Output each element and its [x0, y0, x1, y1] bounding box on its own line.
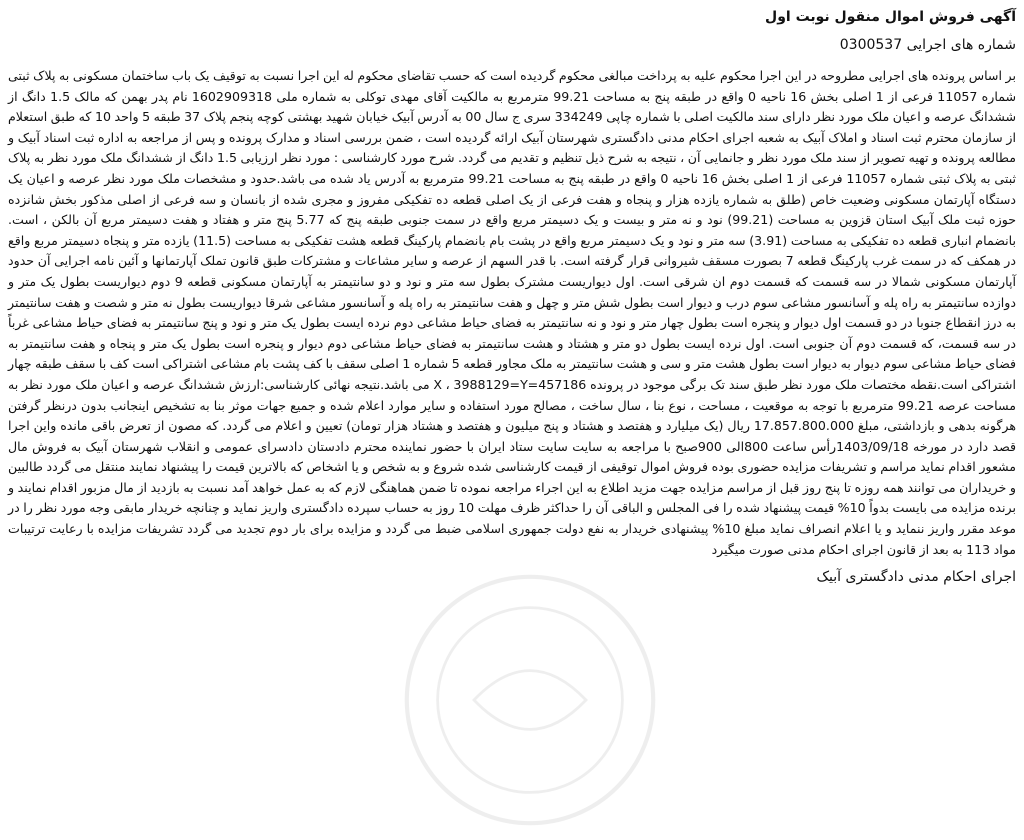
issuer-signature: اجرای احکام مدنی دادگستری آبیک [816, 569, 1016, 586]
notice-body: بر اساس پرونده های اجرایی مطروحه در این اجرا محکوم علیه به پرداخت مبالغی محکوم گردیده است که حسب تقاضای محکوم له این اجرا نسبت به توقیف یک باب ساختمان مسکونی به پلاک ثبتی شماره 11057 فرعی از 1 اصلی بخش 16 ناحیه 0 واقع در طبقه پنج به مساحت 99.21 مترمربع به مالکیت آقای مهدی توکلی به شماره ملی 1602909318 نام پدر بهمن که مالک 1.5 دانگ از ششدانگ عرصه و اعیان ملک مورد نظر دارای سند مالکیت اصلی با شماره چاپی 334249 سری ج سال 00 به آدرس آبیک خیابان شهید بهشتی کوچه پنجم پلاک 37 طبقه 5 واحد 10 که طبق استعلام از سازمان محترم ثبت اسناد و املاک آبیک به شعبه اجرای احکام مدنی دادگستری شهرستان آبیک ارائه گردیده است ، ضمن بررسی اسناد و مدارک پرونده و پس از مراجعه به اداره ثبت اسناد آبیک و مطالعه پرونده و تهیه تصویر از سند ملک مورد نظر و جانمایی آن ، نتیجه به شرح ذیل تنظیم و تقدیم می گردد. شرح مورد کارشناسی : مورد نظر ارزیابی 1.5 دانگ از ششدانگ ملک مورد نظر به پلاک ثبتی به پلاک ثبتی شماره 11057 فرعی از 1 اصلی بخش 16 ناحیه 0 واقع در طبقه پنج به مساحت 99.21 مترمربع به آدرس یاد شده می باشد.حدود و مشخصات ملک مورد نظر عرصه و اعیان یک دستگاه آپارتمان مسکونی وضعیت خاص (طلق به شماره یازده هزار و پنجاه و هفت فرعی از یک اصلی قطعه ده تفکیکی مفروز و مجری شده از بانسان و سه فرعی از اصلی مذکور بخش شانزده حوزه ثبت ملک آبیک استان قزوین به مساحت (99.21) نود و نه متر و بیست و یک دسیمتر مربع واقع در سمت جنوبی طبقه پنج که 5.77 پنج متر و هفتاد و هفت دسیمتر مربع آن بالکن ، است. بانضمام انباری قطعه ده تفکیکی به مساحت (3.91) سه متر و نود و یک دسیمتر مربع واقع در پشت بام بانضمام پارکینگ قطعه هشت تفکیکی به مساحت (11.5) یازده متر و پنجاه دسیمتر مربع واقع در همکف که در سمت غرب پارکینگ قطعه 7 بصورت مسقف شیروانی قرار گرفته است. با قدر السهم از عرصه و سایر مشاعات و مشترکات طبق قانون تملک آپارتمانها و آئین نامه اجرایی آن حدود آپارتمان مسکونی شمالا در سه قسمت که قسمت دوم ان شرقی است. اول دیواریست مشترک بطول سه متر و نود و دو سانتیمتر به آپارتمان مسکونی قطعه 9 دوم دیواریست بطول یک متر و دوازده سانتیمتر به راه پله و آسانسور مشاعی سوم درب و دیوار است بطول شش متر و چهل و هفت سانتیمتر به راه پله و آسانسور مشاعی شرقا دیواریست بطول نه متر و شصت و هفت سانتیمتر به درز انقطاع جنوبا در دو قسمت اول دیوار و پنجره است بطول چهار متر و نود و نه سانتیمتر به فضای حیاط مشاعی دوم نرده ایست بطول یک متر و نود و پنج سانتیمتر به فضای حیاط مشاعی غرباً در سه قسمت، که قسمت دوم آن جنوبی است. اول نرده ایست بطول دو متر و هشتاد و هشت سانتیمتر به فضای حیاط مشاعی دوم دیوار و پنجره است بطول یک متر و پنجاه و هفت سانتیمتر به فضای حیاط مشاعی سوم دیوار به دیوار است بطول هشت متر و سی و هشت سانتیمتر به ملک مجاور قطعه 5 شماره 1 اصلی سقف با کف پشت بام مشاعی اشتراکی است کف با سقف طبقه چهار اشتراکی است.نقطه مختصات ملک مورد نظر طبق سند تک برگی موجود در پرونده 457186=X ، 3988129=Y می باشد.نتیجه نهائی کارشناسی:ارزش ششدانگ عرصه و اعیان ملک مورد نظر به مساحت عرصه 99.21 مترمربع با توجه به موقعیت ، مساحت ، نوع بنا ، سال ساخت ، مصالح مورد استفاده و سایر موارد اعلام شده و جمیع جهات موثر بنا به تشخیص اینجانب بدون درنظر گرفتن هرگونه بدهی و بازداشتی، مبلغ 17.857.800.000 ریال (یک میلیارد و هفتصد و هشتاد و پنج میلیون و هفتصد و هشتاد هزار تومان) تعیین و اعلام می گردد. که مصون از تعرض باقی مانده واین اجرا قصد دارد در مورخه 1403/09/18رأس ساعت 800الی 900صبح با مراجعه به سایت سایت ستاد ایران با حضور نماینده محترم دادستان دادسرای عمومی و انقلاب شهرستان آبیک به فروش مال مشعور اقدام نماید مراسم و تشریفات مزایده حضوری بوده فروش اموال توقیفی از قیمت کارشناسی شده شروع و به شخص و یا اشخاص که بالاترین قیمت را پیشنهاد نمایند منتقل می گردد طالبین و خریداران می توانند همه روزه تا پنج روز قبل از مراسم مزایده جهت مزید اطلاع به این اجراء مراجعه نموده تا ضمن هماهنگی لازم که به عمل خواهد آمد نسبت به بازدید از مال مزبور اقدام نمایند و برنده مزایده می بایست بدواً 10% قیمت پیشنهاد شده را فی المجلس و الباقی آن را حداکثر ظرف مهلت 10 روز به حساب سپرده دادگستری واریز نماید و چنانچه خریدار مابقی وجه مورد نظر را در موعد مقرر واریز ننماید و یا اعلام انصراف نماید مبلغ 10% پیشنهادی خریدار به نفع دولت جمهوری اسلامی ضبط می گردد و مزایده برای بار دوم تجدید می گردد تشریفات مزایده با رعایت ترتیبات مواد 113 به بعد از قانون اجرای احکام مدنی صورت میگیرد [8, 68, 1017, 557]
case-number: شماره های اجرایی 0300537 [839, 37, 1016, 53]
notice-title: آگهی فروش اموال منقول نوبت اول [765, 9, 1016, 25]
